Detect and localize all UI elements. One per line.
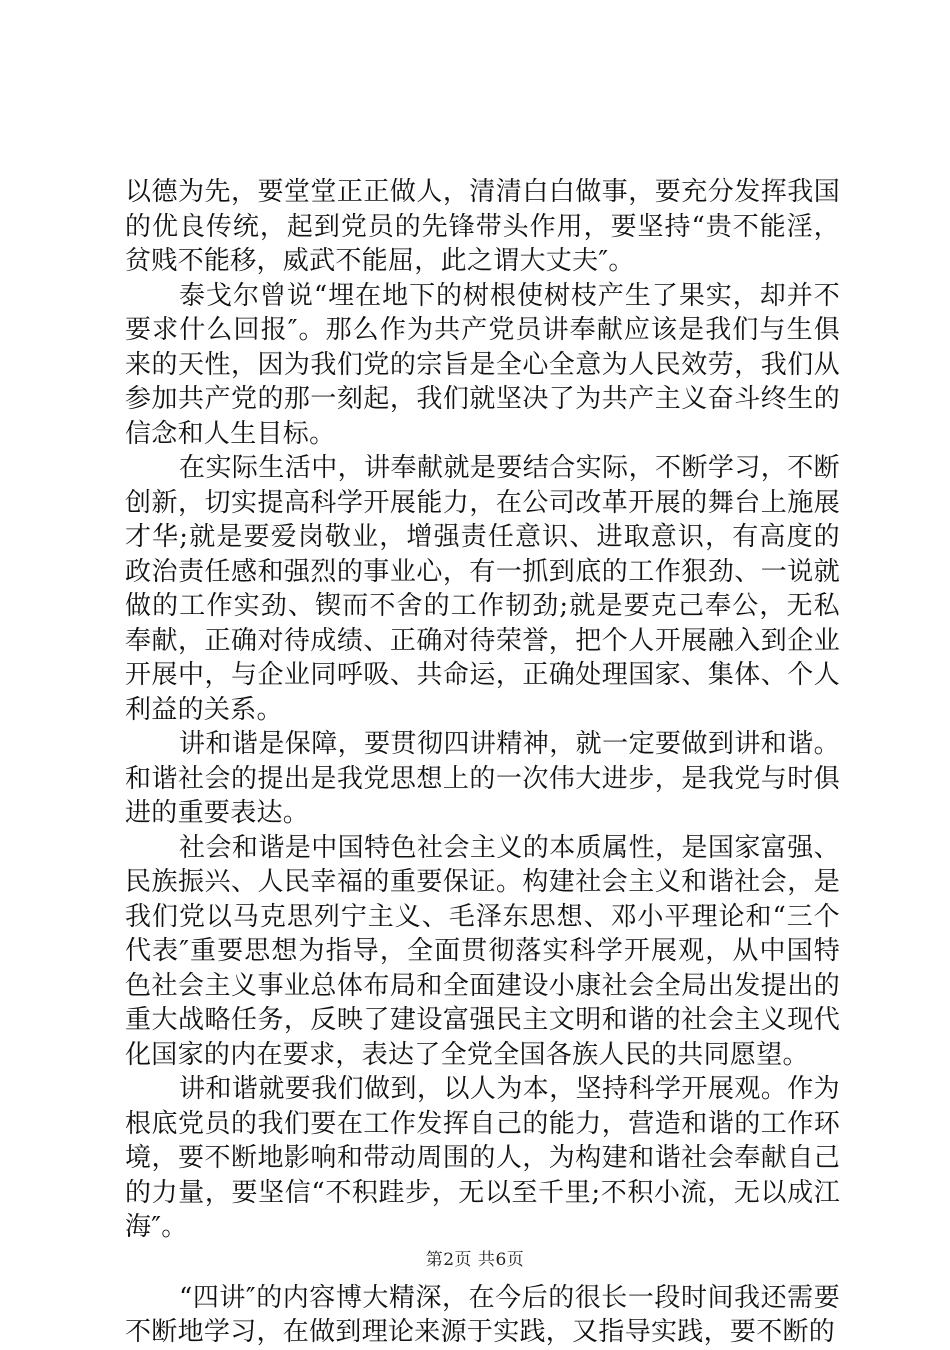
paragraph-2: 泰戈尔曾说“埋在地下的树根使树枝产生了果实，却并不要求什么回报″。那么作为共产党员讲奉献应该是我们与生俱来的天性，因为我们党的宗旨是全心全意为人民效劳，我们从参加共产党的那一刻起，我们就坚决了为共产主义奋斗终生的信念和人生目标。 bbox=[125, 280, 840, 449]
document-body bbox=[125, 175, 840, 1350]
paragraph-4: 讲和谐是保障，要贯彻四讲精神，就一定要做到讲和谐。和谐社会的提出是我党思想上的一次伟大进步，是我党与时俱进的重要表达。 bbox=[125, 729, 840, 828]
paragraph-5: 社会和谐是中国特色社会主义的本质属性，是国家富强、民族振兴、人民幸福的重要保证。构建社会主义和谐社会，是我们党以马克思列宁主义、毛泽东思想、邓小平理论和“三个代表″重要思想为指导，全面贯彻落实科学开展观，从中国特色社会主义事业总体布局和全面建设小康社会全局出发提出的重大战略任务，反映了建设富强民主文明和谐的社会主义现代化国家的内在要求，表达了全党全国各族人民的共同愿望。 bbox=[125, 832, 840, 1070]
page-footer: 第2页 共6页 bbox=[425, 1250, 525, 1270]
paragraph-7: “四讲″的内容博大精深，在今后的很长一段时间我还需要不断地学习，在做到理论来源于实践，又指导实践，要不断的 bbox=[125, 1282, 840, 1347]
paragraph-3: 在实际生活中，讲奉献就是要结合实际，不断学习，不断创新，切实提高科学开展能力，在公司改革开展的舞台上施展才华;就是要爱岗敬业，增强责任意识、进取意识，有高度的政治责任感和强烈的事业心，有一抓到底的工作狠劲、一说就做的工作实劲、锲而不舍的工作韧劲;就是要克己奉公，无私奉献，正确对待成绩、正确对待荣誉，把个人开展融入到企业开展中，与企业同呼吸、共命运，正确处理国家、集体、个人利益的关系。 bbox=[125, 453, 840, 725]
paragraph-6: 讲和谐就要我们做到，以人为本，坚持科学开展观。作为根底党员的我们要在工作发挥自己的能力，营造和谐的工作环境，要不断地影响和带动周围的人，为构建和谐社会奉献自己的力量，要坚信“不积跬步，无以至千里;不积小流，无以成江海″。 bbox=[125, 1074, 840, 1242]
paragraph-1: 以德为先，要堂堂正正做人，清清白白做事，要充分发挥我国的优良传统，起到党员的先锋带头作用，要坚持“贵不能淫，贫贱不能移，威武不能屈，此之谓大丈夫″。 bbox=[125, 177, 840, 276]
